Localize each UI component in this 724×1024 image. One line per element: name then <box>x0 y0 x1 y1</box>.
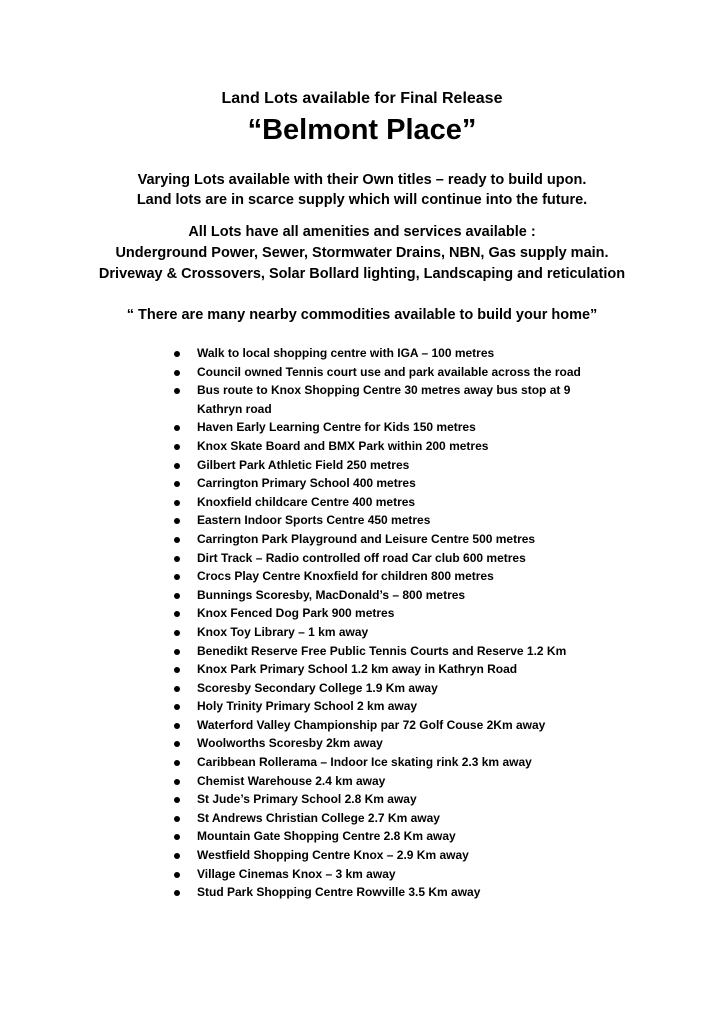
bullet-icon <box>174 481 180 487</box>
bullet-icon <box>174 463 180 469</box>
bullet-icon <box>174 853 180 859</box>
list-item-text: Woolworths Scoresby 2km away <box>197 736 383 751</box>
list-item-text: Kathryn road <box>197 401 272 416</box>
list-item <box>172 827 632 846</box>
list-item-text: Holy Trinity Primary School 2 km away <box>197 699 418 714</box>
list-item <box>172 642 632 661</box>
list-item <box>172 734 632 753</box>
document-title: “Belmont Place” <box>247 114 477 146</box>
list-item <box>172 549 632 568</box>
document-heading: Land Lots available for Final Release <box>221 90 503 107</box>
list-item <box>172 697 632 716</box>
list-item-text: Eastern Indoor Sports Centre 450 metres <box>197 513 431 528</box>
list-item <box>172 493 632 512</box>
bullet-icon <box>174 370 180 376</box>
list-item-text: Bunnings Scoresby, MacDonald’s – 800 metres <box>197 587 466 602</box>
list-item-text: Bus route to Knox Shopping Centre 30 metres away bus stop at 9 <box>197 383 571 398</box>
bullet-icon <box>174 667 180 673</box>
nearby-commodities-list <box>172 344 632 902</box>
list-item-text: Knoxfield childcare Centre 400 metres <box>197 494 416 509</box>
bullet-icon <box>174 537 180 543</box>
bullet-icon <box>174 630 180 636</box>
list-item <box>172 883 632 902</box>
list-item-text: Knox Skate Board and BMX Park within 200 metres <box>197 438 489 453</box>
list-item <box>172 474 632 493</box>
list-item-text: Council owned Tennis court use and park available across the road <box>197 364 581 379</box>
bullet-icon <box>174 816 180 822</box>
amenities-line: All Lots have all amenities and services available : <box>188 224 536 240</box>
bullet-icon <box>174 686 180 692</box>
bullet-icon <box>174 574 180 580</box>
list-item <box>172 716 632 735</box>
bullet-icon <box>174 518 180 524</box>
list-item <box>172 623 632 642</box>
list-item-text: Knox Park Primary School 1.2 km away in Kathryn Road <box>197 662 518 677</box>
bullet-icon <box>174 593 180 599</box>
amenities-paragraph <box>0 222 724 285</box>
list-item <box>172 381 632 418</box>
list-item-text: Crocs Play Centre Knoxfield for children 800 metres <box>197 569 494 584</box>
bullet-icon <box>174 556 180 562</box>
commodities-quote: “ There are many nearby commodities available to build your home” <box>126 307 598 323</box>
list-item-text: Benedikt Reserve Free Public Tennis Courts and Reserve 1.2 Km <box>197 643 567 658</box>
bullet-icon <box>174 779 180 785</box>
list-item-text: Westfield Shopping Centre Knox – 2.9 Km away <box>197 848 469 863</box>
list-item <box>172 344 632 363</box>
intro-line: Varying Lots available with their Own titles – ready to build upon. <box>137 172 587 188</box>
list-item <box>172 679 632 698</box>
list-item <box>172 753 632 772</box>
bullet-icon <box>174 704 180 710</box>
list-item-text: Chemist Warehouse 2.4 km away <box>197 773 386 788</box>
list-item-text: Stud Park Shopping Centre Rowville 3.5 Km away <box>197 885 481 900</box>
list-item <box>172 604 632 623</box>
bullet-icon <box>174 351 180 357</box>
bullet-icon <box>174 872 180 878</box>
bullet-icon <box>174 388 180 394</box>
list-item-text: Carrington Park Playground and Leisure Centre 500 metres <box>197 531 536 546</box>
intro-paragraph <box>0 170 724 210</box>
list-item <box>172 530 632 549</box>
list-item-text: St Jude’s Primary School 2.8 Km away <box>197 792 417 807</box>
list-item-text: Carrington Primary School 400 metres <box>197 476 416 491</box>
bullet-icon <box>174 500 180 506</box>
list-item-text: Village Cinemas Knox – 3 km away <box>197 866 396 881</box>
list-item <box>172 437 632 456</box>
list-item <box>172 790 632 809</box>
bullet-icon <box>174 611 180 617</box>
list-item <box>172 865 632 884</box>
bullet-icon <box>174 723 180 729</box>
bullet-icon <box>174 797 180 803</box>
intro-line: Land lots are in scarce supply which will continue into the future. <box>136 192 588 208</box>
list-item <box>172 809 632 828</box>
list-item <box>172 363 632 382</box>
amenities-line: Underground Power, Sewer, Stormwater Drains, NBN, Gas supply main. <box>115 245 609 261</box>
bullet-icon <box>174 890 180 896</box>
bullet-icon <box>174 649 180 655</box>
list-item <box>172 567 632 586</box>
list-item <box>172 586 632 605</box>
list-item-text: Caribbean Rollerama – Indoor Ice skating rink 2.3 km away <box>197 755 532 770</box>
list-item <box>172 511 632 530</box>
list-item-text: Gilbert Park Athletic Field 250 metres <box>197 457 410 472</box>
amenities-line: Driveway & Crossovers, Solar Bollard lighting, Landscaping and reticulation <box>98 266 626 282</box>
list-item-text: Knox Fenced Dog Park 900 metres <box>197 606 395 621</box>
list-item-text: Knox Toy Library – 1 km away <box>197 624 369 639</box>
list-item-text: Walk to local shopping centre with IGA – 100 metres <box>197 346 495 360</box>
list-item <box>172 772 632 791</box>
list-item <box>172 660 632 679</box>
list-item-text: Dirt Track – Radio controlled off road Car club 600 metres <box>197 550 526 565</box>
list-item-text: Mountain Gate Shopping Centre 2.8 Km away <box>197 829 456 844</box>
bullet-icon <box>174 760 180 766</box>
bullet-icon <box>174 741 180 747</box>
list-item <box>172 418 632 437</box>
list-item <box>172 846 632 865</box>
list-item-text: Scoresby Secondary College 1.9 Km away <box>197 680 438 695</box>
list-item-text: Waterford Valley Championship par 72 Golf Couse 2Km away <box>197 717 546 732</box>
list-item-text: Haven Early Learning Centre for Kids 150 metres <box>197 420 476 435</box>
bullet-icon <box>174 834 180 840</box>
list-item-text: St Andrews Christian College 2.7 Km away <box>197 810 440 825</box>
bullet-icon <box>174 444 180 450</box>
bullet-icon <box>174 425 180 431</box>
list-item <box>172 456 632 475</box>
